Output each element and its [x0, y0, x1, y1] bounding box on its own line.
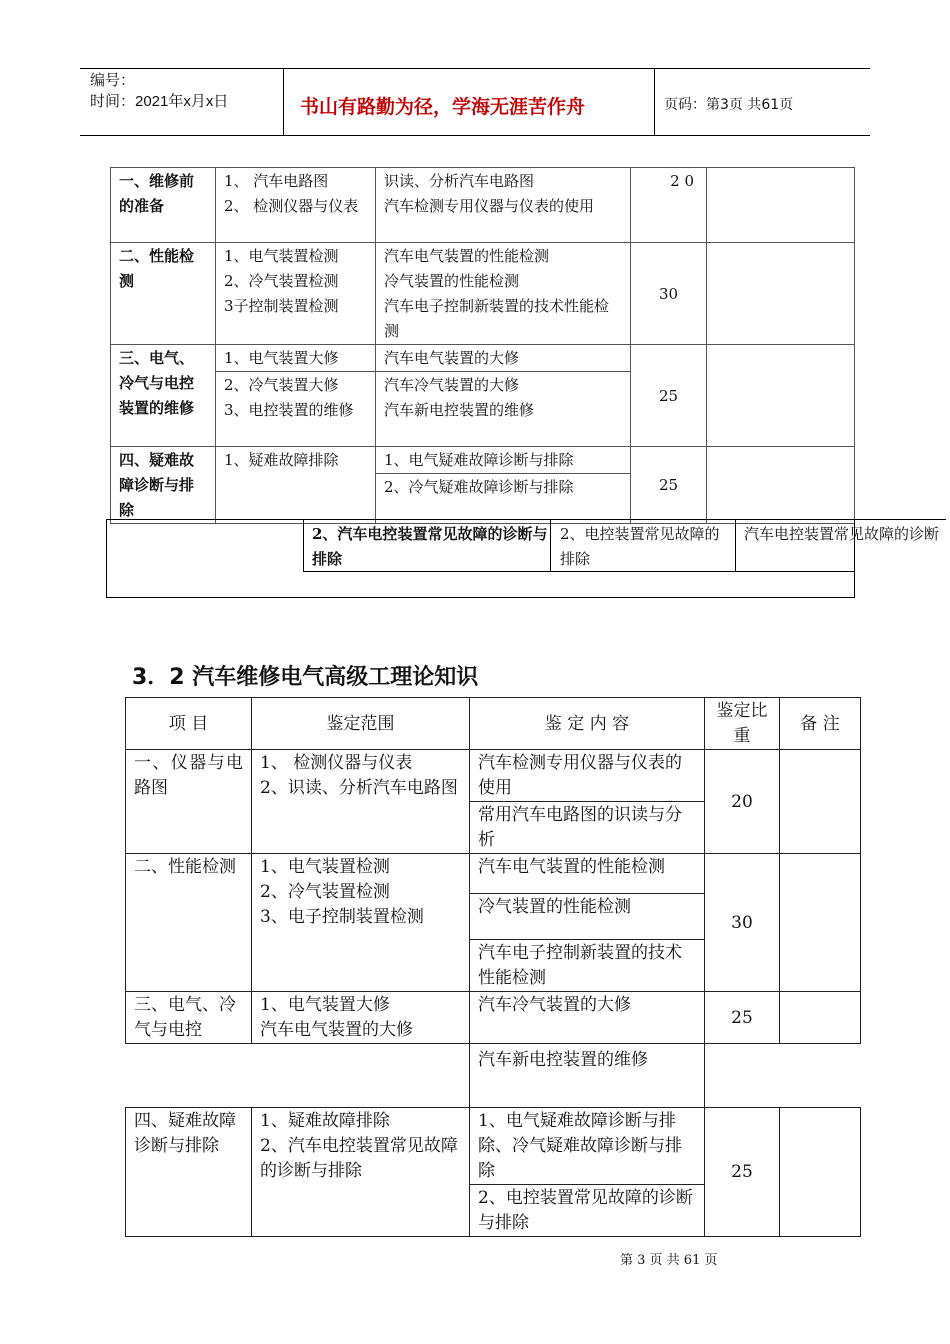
- cell-weight: 25: [631, 447, 707, 524]
- cell-note: [780, 992, 861, 1044]
- table-row: [111, 345, 855, 372]
- table-row: [126, 750, 861, 802]
- cell-note: [780, 1108, 861, 1237]
- header-note: 备 注: [780, 698, 861, 750]
- cell-item: 二、性能检测: [126, 854, 252, 992]
- cell-content: 冷气装置的性能检测: [470, 894, 705, 940]
- cell-content: 2、电控装置常见故障的诊断与排除: [470, 1185, 705, 1237]
- table-header-row: [126, 698, 861, 750]
- section-title: 3．2 汽车维修电气高级工理论知识: [132, 665, 479, 690]
- time-label: 时间：2021年x月x日: [90, 93, 229, 110]
- cell-item: 二、性能检测: [111, 243, 216, 345]
- cell-content: 常用汽车电路图的识读与分析: [470, 802, 705, 854]
- overflow-extra: 汽车电控装置常见故障的诊断: [744, 525, 940, 543]
- cell-scope: 1、 检测仪器与仪表 2、识读、分析汽车电路图: [252, 750, 470, 854]
- cell-item: 三、电气、冷气与电控: [126, 992, 252, 1044]
- cell-note: [707, 345, 855, 447]
- header-meta: [90, 70, 228, 112]
- cell-item: 一、维修前的准备: [111, 168, 216, 243]
- cell-scope: 1、 汽车电路图 2、 检测仪器与仪表: [216, 168, 376, 243]
- cell-scope: 1、电气装置检测 2、冷气装置检测 3子控制装置检测: [216, 243, 376, 345]
- cell-item: 一、仪器与电路图: [126, 750, 252, 854]
- table-row: [126, 1108, 861, 1185]
- cell-content: 汽车检测专用仪器与仪表的使用: [470, 750, 705, 802]
- table-row: [126, 992, 861, 1044]
- header-scope: 鉴定范围: [252, 698, 470, 750]
- cell-scope: 1、疑难故障排除: [216, 447, 376, 524]
- cell-content: 汽车电气装置的大修: [376, 345, 631, 372]
- cell-weight: 25: [705, 1108, 780, 1237]
- table-row: [111, 168, 855, 243]
- cell-content: 2、冷气疑难故障诊断与排除: [376, 474, 631, 524]
- code-label: 编号：: [90, 72, 136, 89]
- table-upper: [110, 167, 855, 524]
- cell-content: 1、电气疑难故障诊断与排除、冷气疑难故障诊断与排除: [470, 1108, 705, 1185]
- cell-scope: 1、电气装置大修 汽车电气装置的大修: [252, 992, 470, 1044]
- cell-weight: 25: [631, 345, 707, 447]
- table-row: [111, 447, 855, 474]
- cell-content: 汽车电气装置的性能检测 冷气装置的性能检测 汽车电子控制新装置的技术性能检测: [376, 243, 631, 345]
- cell-content: 汽车电气装置的性能检测: [470, 854, 705, 894]
- cell-content: 汽车新电控装置的维修: [470, 1044, 705, 1108]
- cell-scope: 1、疑难故障排除 2、汽车电控装置常见故障的诊断与排除: [252, 1108, 470, 1237]
- cell-note: [707, 243, 855, 345]
- header-page-number: 页码：第3页 共61页: [664, 97, 794, 113]
- cell-content: 汽车冷气装置的大修: [470, 992, 705, 1044]
- overflow-scope: 2、汽车电控装置常见故障的诊断与排除: [312, 525, 548, 568]
- header-weight: 鉴定比重: [705, 698, 780, 750]
- page-footer: 第 3 页 共 61 页: [620, 1253, 718, 1268]
- header-motto: 书山有路勤为径，学海无涯苦作舟: [300, 96, 586, 118]
- cell-note: [780, 750, 861, 854]
- cell-scope: 1、电气装置大修: [216, 345, 376, 372]
- cell-weight: 2 0: [631, 168, 707, 243]
- cell-weight: 30: [631, 243, 707, 345]
- overflow-content: 2、电控装置常见故障的排除: [560, 525, 720, 568]
- header-item: 项 目: [126, 698, 252, 750]
- table-row-gap: [126, 1044, 861, 1108]
- header-content: 鉴 定 内 容: [470, 698, 705, 750]
- cell-content: 识读、分析汽车电路图 汽车检测专用仪器与仪表的使用: [376, 168, 631, 243]
- table-row: [111, 243, 855, 345]
- cell-content: 汽车冷气装置的大修 汽车新电控装置的维修: [376, 372, 631, 447]
- cell-note: [780, 854, 861, 992]
- table-row: [126, 854, 861, 894]
- table-lower: [125, 697, 861, 1237]
- cell-weight: 20: [705, 750, 780, 854]
- cell-scope: 2、冷气装置大修 3、电控装置的维修: [216, 372, 376, 447]
- cell-item: 三、电气、冷气与电控装置的维修: [111, 345, 216, 447]
- cell-note: [707, 447, 855, 524]
- cell-content: 1、电气疑难故障诊断与排除: [376, 447, 631, 474]
- cell-scope: 1、电气装置检测 2、冷气装置检测 3、电子控制装置检测: [252, 854, 470, 992]
- cell-content: 汽车电子控制新装置的技术性能检测: [470, 940, 705, 992]
- cell-note: [707, 168, 855, 243]
- cell-item: 四、疑难故障诊断与排除: [126, 1108, 252, 1237]
- cell-weight: 30: [705, 854, 780, 992]
- cell-item: 四、疑难故障诊断与排除: [111, 447, 216, 524]
- cell-weight: 25: [705, 992, 780, 1044]
